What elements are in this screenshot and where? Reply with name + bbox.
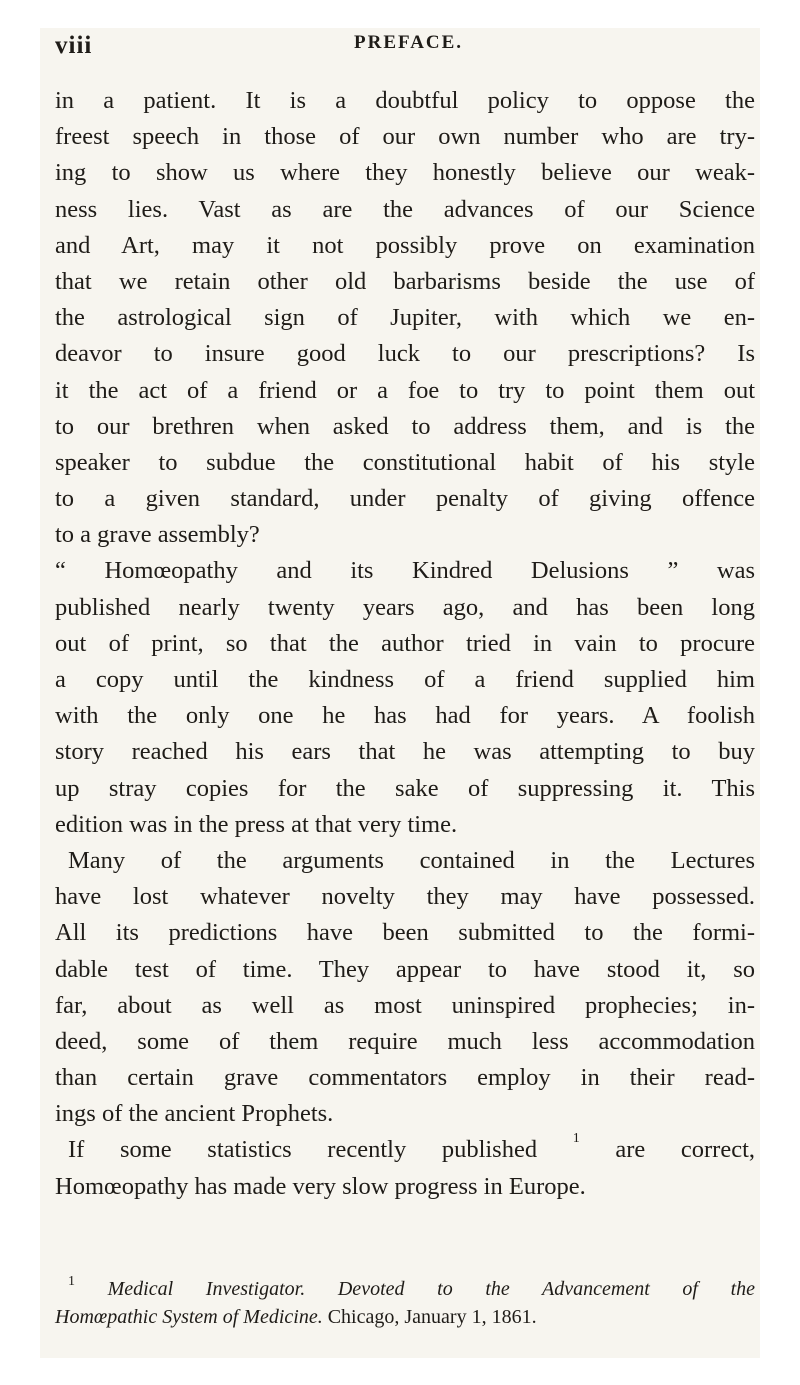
footnote-source-subtitle: Homœpathic System of Medicine. [55, 1306, 323, 1328]
text-line: freest speech in those of our own number who are try- [55, 123, 755, 151]
paragraph-3 [55, 843, 755, 1133]
text-line: to a given standard, under penalty of giving offence [55, 485, 755, 513]
footnote-line [55, 1275, 755, 1303]
footnote-line [55, 1303, 755, 1331]
text-line: with the only one he has had for years. A foolish [55, 702, 755, 730]
page-number: viii [55, 32, 93, 59]
text-line-start: If some statistics recently published [68, 1136, 538, 1164]
text-line: than certain grave commentators employ in their read- [55, 1064, 755, 1092]
text-line: and Art, may it not possibly prove on examination [55, 231, 755, 259]
text-line: have lost whatever novelty they may have possessed. [55, 883, 755, 911]
book-page [40, 28, 760, 1358]
text-line: ing to show us where they honestly believe our weak- [55, 159, 755, 187]
footnote [55, 1275, 755, 1331]
text-line: “ Homœopathy and its Kindred Delusions ” was [55, 557, 755, 585]
footnote-marker: 1 [68, 1274, 75, 1289]
running-head [55, 32, 760, 68]
text-line: speaker to subdue the constitutional habit of his style [55, 448, 755, 476]
paragraph-4 [55, 1132, 755, 1204]
text-line: to a grave assembly? [55, 521, 260, 549]
footnote-imprint: Chicago, January 1, 1861. [327, 1306, 537, 1328]
text-line: deavor to insure good luck to our prescriptions? Is [55, 340, 755, 368]
paragraph-1 [55, 83, 755, 553]
text-line: a copy until the kindness of a friend supplied him [55, 666, 755, 693]
text-line: to our brethren when asked to address them, and is the [55, 412, 755, 440]
text-line: the astrological sign of Jupiter, with which we en- [55, 304, 755, 332]
text-line: dable test of time. They appear to have stood it, so [55, 955, 755, 983]
footnote-reference[interactable]: 1 [572, 1131, 580, 1147]
text-line: up stray copies for the sake of suppressing it. This [55, 774, 755, 802]
body-text [55, 83, 755, 1205]
text-line: ness lies. Vast as are the advances of our Science [55, 195, 755, 223]
text-line: Many of the arguments contained in the Lectures [68, 846, 755, 874]
text-line: in a patient. It is a doubtful policy to oppose the [55, 87, 755, 114]
text-line: edition was in the press at that very time. [55, 810, 458, 838]
text-line [55, 1132, 755, 1168]
text-line: that we retain other old barbarisms beside the use of [55, 267, 755, 295]
text-line: deed, some of them require much less accommodation [55, 1027, 755, 1055]
text-line: All its predictions have been submitted to the formi- [55, 919, 755, 947]
text-line: it the act of a friend or a foe to try to point them out [55, 376, 755, 404]
text-line: out of print, so that the author tried in vain to procure [55, 629, 755, 657]
running-title: PREFACE. [354, 32, 464, 53]
text-line: ings of the ancient Prophets. [55, 1100, 334, 1128]
text-line: far, about as well as most uninspired prophecies; in- [55, 991, 755, 1019]
text-line: Homœopathy has made very slow progress in Europe. [55, 1172, 586, 1200]
text-line: story reached his ears that he was attempting to buy [55, 738, 755, 766]
text-line: published nearly twenty years ago, and has been long [55, 593, 755, 621]
footnote-source-title: Medical Investigator. Devoted to the Advancement of the [107, 1278, 756, 1300]
text-line-end: are correct, [615, 1136, 755, 1164]
paragraph-2 [55, 553, 755, 843]
